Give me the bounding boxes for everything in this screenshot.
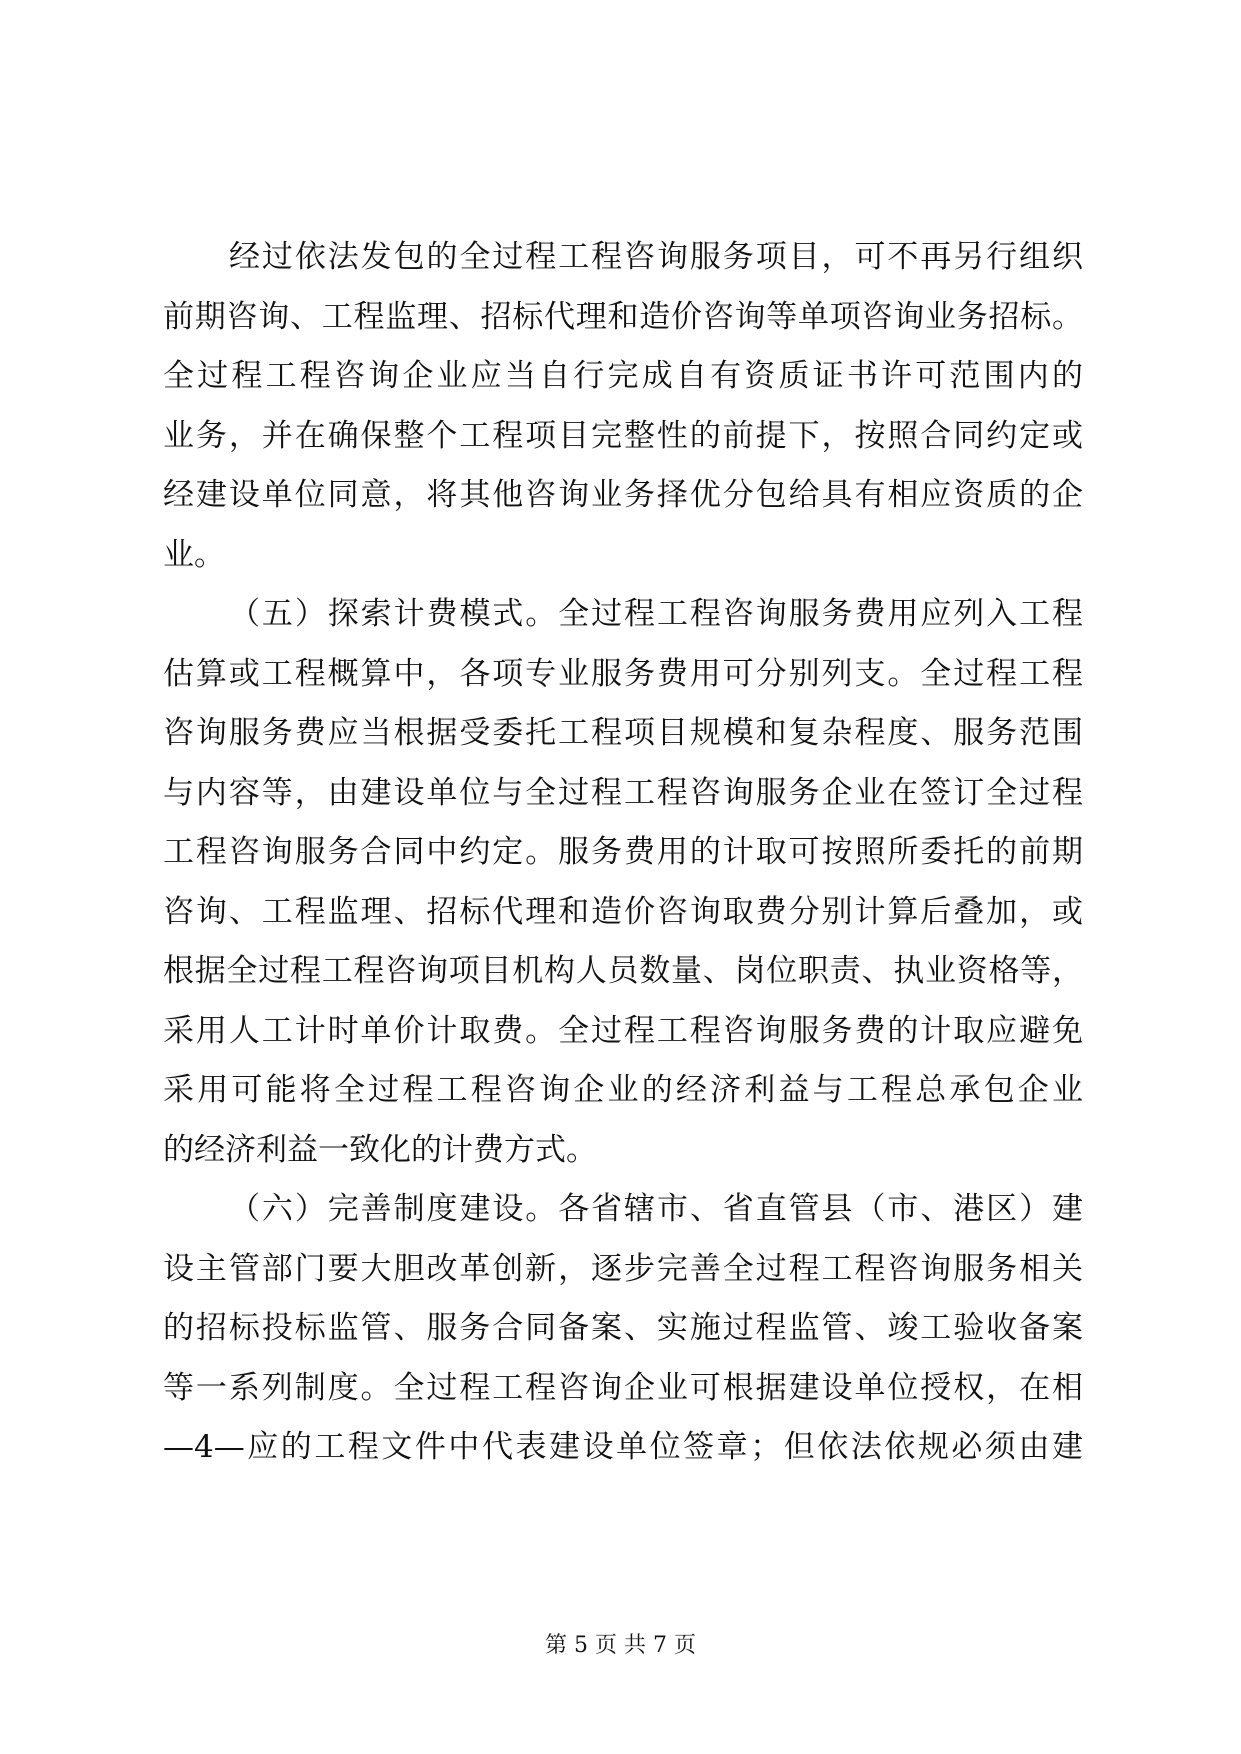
text-line: （五）探索计费模式。全过程工程咨询服务费用应列入工程 <box>229 596 1083 632</box>
text-line: 的招标投标监管、服务合同备案、实施过程监管、竣工验收备案 <box>163 1310 1083 1346</box>
text-line: （六）完善制度建设。各省辖市、省直管县（市、港区）建 <box>229 1191 1083 1227</box>
text-line: 咨询、工程监理、招标代理和造价咨询取费分别计算后叠加，或 <box>163 893 1083 930</box>
text-line: 设主管部门要大胆改革创新，逐步完善全过程工程咨询服务相关 <box>163 1250 1083 1287</box>
text-line: 与内容等，由建设单位与全过程工程咨询服务企业在签订全过程 <box>163 774 1083 811</box>
text-line: 前期咨询、工程监理、招标代理和造价咨询等单项咨询业务招标。 <box>163 298 1083 335</box>
text-line: 根据全过程工程咨询项目机构人员数量、岗位职责、执业资格等， <box>163 953 1083 989</box>
text-line: 估算或工程概算中，各项专业服务费用可分别列支。全过程工程 <box>163 655 1083 692</box>
text-line: 业。 <box>163 536 225 573</box>
text-line: 咨询服务费应当根据受委托工程项目规模和复杂程度、服务范围 <box>163 715 1083 751</box>
text-line: —4—应的工程文件中代表建设单位签章；但依法依规必须由建 <box>163 1429 1083 1465</box>
text-line: 全过程工程咨询企业应当自行完成自有资质证书许可范围内的 <box>163 358 1083 394</box>
text-line: 业务，并在确保整个工程项目完整性的前提下，按照合同约定或 <box>163 417 1083 454</box>
text-line: 等一系列制度。全过程工程咨询企业可根据建设单位授权，在相 <box>163 1369 1083 1406</box>
text-line: 工程咨询服务合同中约定。服务费用的计取可按照所委托的前期 <box>163 834 1083 870</box>
page-footer: 第 5 页 共 7 页 <box>545 1633 696 1658</box>
text-line: 经建设单位同意，将其他咨询业务择优分包给具有相应资质的企 <box>163 477 1083 513</box>
document-body <box>163 228 1083 1478</box>
text-line: 采用人工计时单价计取费。全过程工程咨询服务费的计取应避免 <box>163 1012 1083 1049</box>
text-line: 经过依法发包的全过程工程咨询服务项目，可不再另行组织 <box>229 239 1083 275</box>
text-line: 的经济利益一致化的计费方式。 <box>163 1131 597 1168</box>
text-line: 采用可能将全过程工程咨询企业的经济利益与工程总承包企业 <box>163 1072 1083 1108</box>
